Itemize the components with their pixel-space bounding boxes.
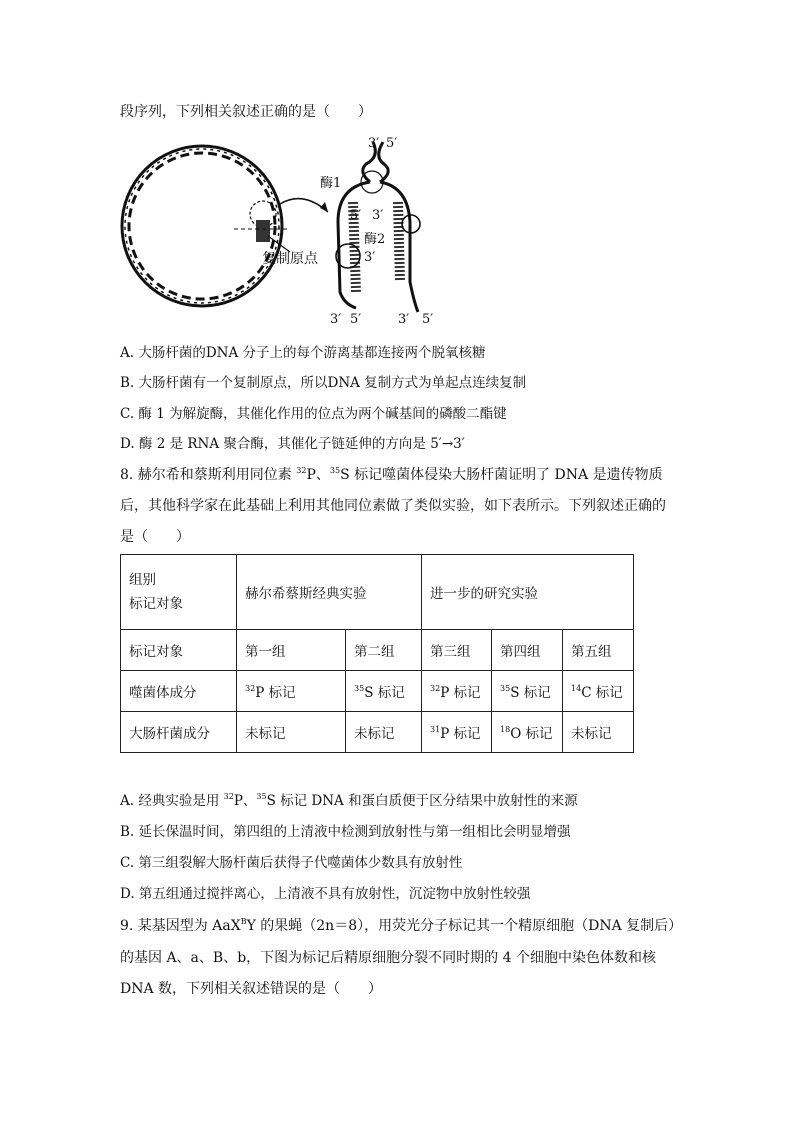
figure-label-enzyme2: 酶2 (364, 232, 386, 247)
question-intro: 段序列，下列相关叙述正确的是（ ） (120, 104, 372, 120)
zoom-arrow-icon (280, 199, 328, 212)
figure-label-inner-3: 3′ (364, 250, 376, 265)
table-row: 标记对象 第一组 第二组 第三组 第四组 第五组 (121, 630, 634, 671)
figure-label-br-5: 5′ (422, 312, 434, 327)
q8-stem-line3: 是（ ） (120, 529, 190, 545)
figure-label-bl-3: 3′ (330, 312, 342, 327)
q7-option-d: D. 酶 2 是 RNA 聚合酶，其催化子链延伸的方向是 5′→3′ (120, 436, 465, 452)
figure-label-top-3: 3′ (368, 136, 380, 151)
table-row: 大肠杆菌成分 未标记 未标记 $^{31}$P 标记 $^{18}$O 标记 未标记 (121, 712, 634, 753)
q8-option-d: D. 第五组通过搅拌离心，上清液不具有放射性，沉淀物中放射性较强 (120, 886, 531, 902)
q9-stem-line1: 9. 某基因型为 AaX$^B$Y 的果蝇（2n＝8），用荧光分子标记其一个精原细胞（DNA 复制后） (120, 917, 683, 934)
figure-label-mid-5: 5′ (350, 208, 362, 223)
q8-stem-line2: 后，其他科学家在此基础上利用其他同位素做了类似实验，如下表所示。下列叙述正确的 (120, 498, 666, 514)
figure-label-mid-3: 3′ (372, 208, 384, 223)
q9-stem-line2: 的基因 A、a、B、b，下图为标记后精原细胞分裂不同时期的 4 个细胞中染色体数和核 (120, 950, 656, 966)
figure-label-top-5: 5′ (386, 136, 398, 151)
table-corner-cell: 组别 标记对象 (121, 555, 237, 630)
table-row: 噬菌体成分 $^{32}$P 标记 $^{35}$S 标记 $^{32}$P 标记 $^{35}$S 标记 $^{14}$C 标记 (121, 671, 634, 712)
figure-label-enzyme1: 酶1 (320, 176, 342, 191)
table-header-further: 进一步的研究实验 (422, 555, 634, 630)
q8-option-a: A. 经典实验是用 $^{32}$P、$^{35}$S 标记 DNA 和蛋白质便于区分结果中放射性的来源 (120, 792, 578, 809)
q8-option-c: C. 第三组裂解大肠杆菌后获得子代噬菌体少数具有放射性 (120, 855, 463, 871)
q7-option-b: B. 大肠杆菌有一个复制原点，所以DNA 复制方式为单起点连续复制 (120, 375, 527, 391)
table-header-classic: 赫尔希蔡斯经典实验 (237, 555, 422, 630)
q8-stem-line1: 8. 赫尔希和蔡斯利用同位素 $^{32}$P、$^{35}$S 标记噬菌体侵染大肠杆菌证明了 DNA 是遗传物质 (120, 466, 663, 483)
figure-label-bl-5: 5′ (350, 312, 362, 327)
q9-stem-line3: DNA 数，下列相关叙述错误的是（ ） (120, 981, 383, 997)
q7-option-c: C. 酶 1 为解旋酶，其催化作用的位点为两个碱基间的磷酸二酯键 (120, 406, 507, 422)
experiment-table (120, 554, 634, 753)
replication-fork (336, 142, 420, 312)
q8-option-b: B. 延长保温时间，第四组的上清液中检测到放射性与第一组相比会明显增强 (120, 824, 571, 840)
figure-label-br-3: 3′ (398, 312, 410, 327)
figure-label-origin: 复制原点 (262, 251, 318, 267)
q7-option-a: A. 大肠杆菌的DNA 分子上的每个游离基都连接两个脱氧核糖 (120, 345, 486, 361)
dna-replication-figure (118, 132, 448, 332)
